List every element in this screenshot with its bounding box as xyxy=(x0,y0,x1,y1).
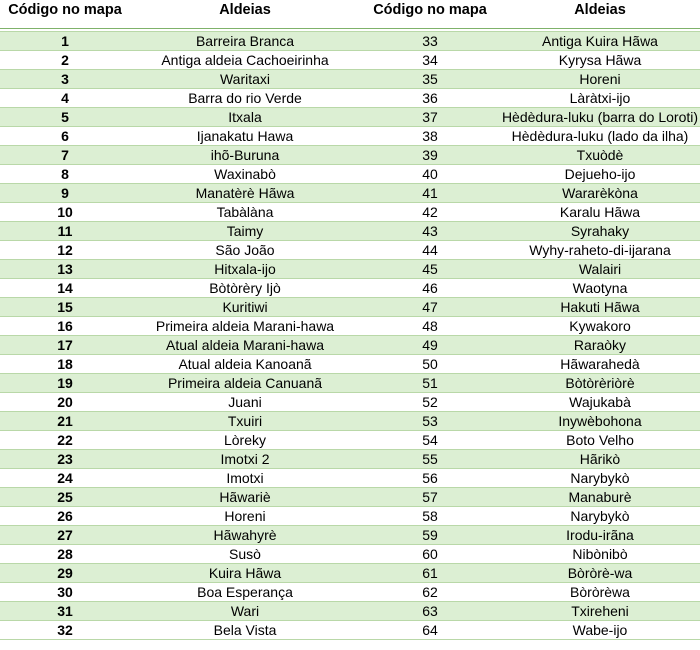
village-name-cell: Walairi xyxy=(500,260,700,279)
village-name-cell: Barra do rio Verde xyxy=(130,89,360,108)
map-code-cell: 45 xyxy=(360,260,500,279)
map-code-cell: 28 xyxy=(0,545,130,564)
map-code-cell: 51 xyxy=(360,374,500,393)
table-row xyxy=(0,260,700,279)
village-name-cell: Juani xyxy=(130,393,360,412)
map-code-cell: 40 xyxy=(360,165,500,184)
map-code-cell: 63 xyxy=(360,602,500,621)
map-code-cell: 16 xyxy=(0,317,130,336)
table-row xyxy=(0,51,700,70)
map-code-cell: 60 xyxy=(360,545,500,564)
village-name-cell: Hitxala-ijo xyxy=(130,260,360,279)
table-row xyxy=(0,336,700,355)
table-row xyxy=(0,298,700,317)
map-code-cell: 13 xyxy=(0,260,130,279)
header-villages-1: Aldeias xyxy=(219,2,271,18)
map-code-cell: 34 xyxy=(360,51,500,70)
village-name-cell: Antiga Kuira Hãwa xyxy=(500,32,700,51)
village-name-cell: Lòreky xyxy=(130,431,360,450)
village-name-cell: Waotyna xyxy=(500,279,700,298)
map-code-cell: 27 xyxy=(0,526,130,545)
village-name-cell: Taimy xyxy=(130,222,360,241)
village-name-cell: Bòròrè-wa xyxy=(500,564,700,583)
map-code-cell: 38 xyxy=(360,127,500,146)
map-code-cell: 17 xyxy=(0,336,130,355)
village-name-cell: Hèdèdura-luku (lado da ilha) xyxy=(500,127,700,146)
map-code-cell: 7 xyxy=(0,146,130,165)
map-code-cell: 9 xyxy=(0,184,130,203)
village-name-cell: Bòròrèwa xyxy=(500,583,700,602)
village-name-cell: Bela Vista xyxy=(130,621,360,640)
village-name-cell: Boa Esperança xyxy=(130,583,360,602)
map-code-cell: 44 xyxy=(360,241,500,260)
map-code-cell: 64 xyxy=(360,621,500,640)
table-row xyxy=(0,507,700,526)
village-name-cell: Wari xyxy=(130,602,360,621)
map-code-cell: 31 xyxy=(0,602,130,621)
village-name-cell: Wyhy-raheto-di-ijarana xyxy=(500,241,700,260)
village-name-cell: Txuòdè xyxy=(500,146,700,165)
village-name-cell: Txuiri xyxy=(130,412,360,431)
village-name-cell: Kuritiwi xyxy=(130,298,360,317)
table-row xyxy=(0,70,700,89)
table-row xyxy=(0,32,700,51)
village-name-cell: Hãrikò xyxy=(500,450,700,469)
map-code-cell: 10 xyxy=(0,203,130,222)
map-code-cell: 46 xyxy=(360,279,500,298)
map-code-cell: 3 xyxy=(0,70,130,89)
table-row xyxy=(0,564,700,583)
map-code-cell: 5 xyxy=(0,108,130,127)
map-code-cell: 37 xyxy=(360,108,500,127)
table-row xyxy=(0,583,700,602)
map-code-cell: 23 xyxy=(0,450,130,469)
map-code-cell: 62 xyxy=(360,583,500,602)
table-row xyxy=(0,431,700,450)
map-code-cell: 43 xyxy=(360,222,500,241)
map-code-cell: 25 xyxy=(0,488,130,507)
map-code-cell: 42 xyxy=(360,203,500,222)
table-row xyxy=(0,317,700,336)
table-row xyxy=(0,412,700,431)
table-row xyxy=(0,621,700,640)
map-code-cell: 21 xyxy=(0,412,130,431)
table-row xyxy=(0,355,700,374)
village-name-cell: Dejueho-ijo xyxy=(500,165,700,184)
header-villages-2: Aldeias xyxy=(574,2,626,18)
map-code-cell: 26 xyxy=(0,507,130,526)
village-name-cell: Narybykò xyxy=(500,507,700,526)
village-name-cell: Primeira aldeia Marani-hawa xyxy=(130,317,360,336)
map-code-cell: 24 xyxy=(0,469,130,488)
map-code-cell: 53 xyxy=(360,412,500,431)
map-code-cell: 47 xyxy=(360,298,500,317)
village-name-cell: Hãwahyrè xyxy=(130,526,360,545)
village-name-cell: Kywakoro xyxy=(500,317,700,336)
village-name-cell: Wajukabà xyxy=(500,393,700,412)
village-name-cell: Waritaxi xyxy=(130,70,360,89)
map-code-cell: 49 xyxy=(360,336,500,355)
village-name-cell: Bòtòrèriòrè xyxy=(500,374,700,393)
table-row xyxy=(0,241,700,260)
map-code-cell: 41 xyxy=(360,184,500,203)
village-name-cell: Irodu-irãna xyxy=(500,526,700,545)
map-code-cell: 18 xyxy=(0,355,130,374)
village-name-cell: Txireheni xyxy=(500,602,700,621)
map-code-cell: 61 xyxy=(360,564,500,583)
header-map-code-2: Código no mapa xyxy=(373,2,487,18)
table-row xyxy=(0,488,700,507)
table-row xyxy=(0,203,700,222)
table-header xyxy=(0,0,700,29)
table-row xyxy=(0,279,700,298)
table-body xyxy=(0,29,700,640)
map-code-cell: 52 xyxy=(360,393,500,412)
map-code-cell: 1 xyxy=(0,32,130,51)
village-name-cell: Syrahaky xyxy=(500,222,700,241)
village-name-cell: Nibònibò xyxy=(500,545,700,564)
village-name-cell: Làràtxi-ijo xyxy=(500,89,700,108)
map-code-cell: 12 xyxy=(0,241,130,260)
village-name-cell: Hãwarahedà xyxy=(500,355,700,374)
map-code-cell: 32 xyxy=(0,621,130,640)
map-code-cell: 29 xyxy=(0,564,130,583)
village-name-cell: Horeni xyxy=(130,507,360,526)
village-name-cell: Manatèrè Hãwa xyxy=(130,184,360,203)
table-row xyxy=(0,545,700,564)
map-code-cell: 15 xyxy=(0,298,130,317)
village-name-cell: Primeira aldeia Canuanã xyxy=(130,374,360,393)
table-row xyxy=(0,127,700,146)
village-name-cell: Raraòky xyxy=(500,336,700,355)
village-name-cell: Waxinabò xyxy=(130,165,360,184)
table-row xyxy=(0,108,700,127)
map-code-cell: 33 xyxy=(360,32,500,51)
village-name-cell: Imotxi xyxy=(130,469,360,488)
map-code-cell: 11 xyxy=(0,222,130,241)
map-code-cell: 48 xyxy=(360,317,500,336)
table-row xyxy=(0,146,700,165)
village-name-cell: Antiga aldeia Cachoeirinha xyxy=(130,51,360,70)
map-code-cell: 2 xyxy=(0,51,130,70)
map-code-cell: 4 xyxy=(0,89,130,108)
village-name-cell: Barreira Branca xyxy=(130,32,360,51)
village-name-cell: Itxala xyxy=(130,108,360,127)
map-code-cell: 58 xyxy=(360,507,500,526)
village-name-cell: Ijanakatu Hawa xyxy=(130,127,360,146)
village-name-cell: Susò xyxy=(130,545,360,564)
village-name-cell: Boto Velho xyxy=(500,431,700,450)
map-code-cell: 22 xyxy=(0,431,130,450)
map-code-cell: 54 xyxy=(360,431,500,450)
table-row xyxy=(0,222,700,241)
map-code-cell: 50 xyxy=(360,355,500,374)
village-name-cell: Atual aldeia Kanoanã xyxy=(130,355,360,374)
map-code-cell: 57 xyxy=(360,488,500,507)
header-row xyxy=(0,0,700,29)
map-code-cell: 19 xyxy=(0,374,130,393)
village-name-cell: Imotxi 2 xyxy=(130,450,360,469)
map-code-cell: 6 xyxy=(0,127,130,146)
map-code-cell: 8 xyxy=(0,165,130,184)
village-name-cell: Tabàlàna xyxy=(130,203,360,222)
village-name-cell: Manaburè xyxy=(500,488,700,507)
table-row xyxy=(0,450,700,469)
map-code-cell: 30 xyxy=(0,583,130,602)
map-code-cell: 14 xyxy=(0,279,130,298)
map-code-cell: 55 xyxy=(360,450,500,469)
map-code-cell: 35 xyxy=(360,70,500,89)
village-name-cell: São João xyxy=(130,241,360,260)
village-name-cell: Wararèkòna xyxy=(500,184,700,203)
table-row xyxy=(0,184,700,203)
map-code-cell: 56 xyxy=(360,469,500,488)
village-name-cell: Wabe-ijo xyxy=(500,621,700,640)
map-code-cell: 36 xyxy=(360,89,500,108)
village-name-cell: Narybykò xyxy=(500,469,700,488)
village-name-cell: Kyrysa Hãwa xyxy=(500,51,700,70)
map-code-cell: 20 xyxy=(0,393,130,412)
header-map-code-1: Código no mapa xyxy=(8,2,122,18)
table-row xyxy=(0,374,700,393)
village-name-cell: Inywèbohona xyxy=(500,412,700,431)
table-row xyxy=(0,165,700,184)
village-name-cell: Hèdèdura-luku (barra do Loroti) xyxy=(501,109,699,125)
map-code-cell: 59 xyxy=(360,526,500,545)
village-name-cell: Hakuti Hãwa xyxy=(500,298,700,317)
map-code-cell: 39 xyxy=(360,146,500,165)
village-name-cell: ihõ-Buruna xyxy=(130,146,360,165)
table-row xyxy=(0,469,700,488)
table-row xyxy=(0,89,700,108)
table-row xyxy=(0,602,700,621)
table-row xyxy=(0,526,700,545)
table-row xyxy=(0,393,700,412)
village-name-cell: Horeni xyxy=(500,70,700,89)
village-name-cell: Karalu Hãwa xyxy=(500,203,700,222)
village-name-cell: Atual aldeia Marani-hawa xyxy=(130,336,360,355)
village-name-cell: Kuira Hãwa xyxy=(130,564,360,583)
village-name-cell: Hãwariè xyxy=(130,488,360,507)
village-name-cell: Bòtòrèry Ijò xyxy=(130,279,360,298)
